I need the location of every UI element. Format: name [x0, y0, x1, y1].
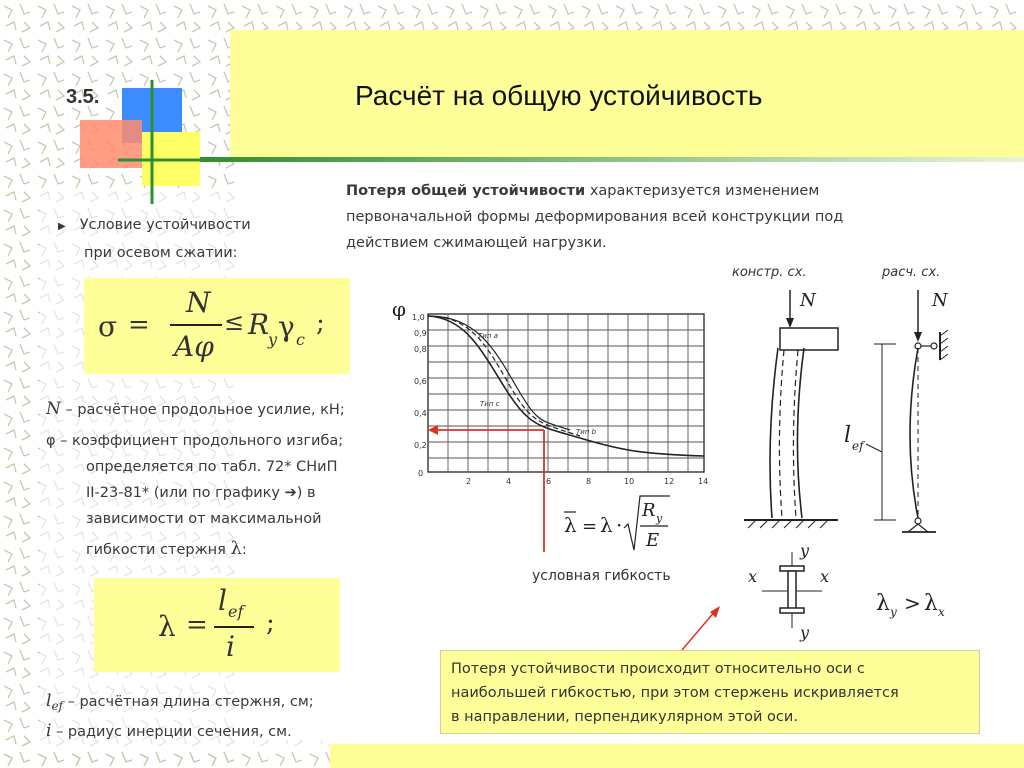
column-edge-right [797, 348, 804, 518]
formula2-num-l: l [218, 584, 227, 617]
phi-line4: зависимости от максимальной [86, 511, 322, 527]
definition-i [46, 718, 366, 745]
title-underline [200, 156, 1024, 164]
intro-line1: характеризуется изменением [585, 183, 820, 199]
i-section-web [788, 571, 796, 611]
formula1-sigma: σ [98, 310, 118, 343]
phi-line5: гибкости стержня [86, 542, 231, 558]
formula-slenderness [94, 578, 340, 672]
graph-axis-phi: φ [392, 297, 407, 321]
calc-scheme-label: расч. сх. [882, 265, 941, 280]
formula2-lambda: λ [158, 610, 176, 643]
intro-paragraph [346, 178, 966, 256]
axis-x-left-label: x [748, 567, 758, 586]
formula3-eq: = [582, 516, 598, 537]
lef-label: l [844, 423, 852, 448]
formula3-R: R [642, 500, 656, 521]
bottom-hinge [915, 518, 921, 524]
note-line1: Потеря устойчивости происходит относительно оси с [451, 661, 865, 677]
note-line2: наибольшей гибкостью, при этом стержень искривляется [451, 685, 899, 701]
definition-phi [46, 428, 346, 563]
axis-y-bottom-label: y [800, 623, 810, 642]
formula3-lambda-bar: λ [564, 513, 577, 537]
intro-line3: действием сжимающей нагрузки. [346, 235, 607, 251]
load-N-constr: N [800, 290, 816, 311]
formula3-dot: · [616, 513, 623, 537]
phi-line5-end: : [241, 542, 247, 558]
note-box [440, 650, 980, 734]
formula2-num-sub: ef [228, 602, 244, 621]
curve-label: Тип b [576, 428, 597, 436]
y-tick: 0,9 [414, 329, 427, 338]
bottom-band [330, 744, 1024, 768]
formula1-gamma-sub: c [296, 330, 305, 349]
bullet-arrow-icon: ▶ [58, 221, 66, 232]
curve-label: Тип c [480, 400, 500, 408]
formula1-numerator: N [186, 286, 211, 319]
curve-type-b [428, 316, 704, 456]
formula2-denominator: i [226, 630, 235, 663]
page-title: Расчёт на общую устойчивость [355, 80, 763, 111]
lef-description: – расчётная длина стержня, см; [62, 694, 314, 710]
ground-hatch-constr [748, 520, 828, 528]
x-tick: 12 [664, 477, 675, 486]
bullet-line2: при осевом сжатии: [84, 245, 238, 261]
i-symbol: i [46, 721, 52, 741]
lef-symbol: l [46, 691, 52, 711]
ineq-lambda-x: λ [924, 591, 938, 616]
curve-type-c [428, 316, 580, 436]
phi-line2: определяется по табл. 72* СНиП [86, 459, 338, 475]
N-symbol: N [46, 399, 61, 419]
phi-line1: φ – коэффициент продольного изгиба; [46, 433, 344, 449]
ineq-sub-y: y [890, 605, 897, 619]
formula1-semicolon: ; [316, 308, 325, 338]
N-description: – расчётное продольное усилие, кН; [60, 402, 345, 418]
formula2-eq: = [186, 610, 208, 640]
formula3-R-sub: y [656, 512, 663, 525]
phi-line3: II-23-81* (или по графику [86, 485, 285, 501]
formula1-R-sub: y [268, 330, 278, 349]
column-dash-left [779, 350, 784, 518]
x-tick: 14 [698, 477, 709, 486]
graph-x-ticks [466, 477, 708, 486]
bullet-stability-condition [58, 212, 318, 266]
graph-reading-arrows [428, 425, 544, 552]
intro-line2: первоначальной формы деформирования всей конструкции под [346, 209, 844, 225]
ineq-gt: > [904, 591, 921, 615]
x-tick: 2 [466, 477, 472, 486]
formula1-gamma: γ [278, 310, 295, 343]
load-arrowhead-constr [786, 318, 794, 328]
arrow-right-icon: ➔ [284, 485, 297, 501]
formula1-denominator: Aφ [174, 330, 214, 363]
i-description: – радиус инерции сечения, см. [51, 724, 292, 740]
load-N-calc: N [932, 290, 948, 311]
y-tick: 0,2 [414, 441, 427, 450]
ineq-sub-x: x [938, 605, 945, 619]
buckling-coefficient-graph [380, 288, 720, 588]
x-tick: 8 [586, 477, 592, 486]
definition-N [46, 396, 346, 423]
formula2-semicolon: ; [266, 608, 275, 638]
formula2-fraction-bar [214, 626, 254, 628]
formula3-lambda: λ [600, 513, 613, 537]
i-section-bottom-flange [780, 608, 804, 613]
column-cap [780, 328, 838, 350]
axis-y-top-label: y [800, 541, 810, 560]
section-number: 3.5. [66, 86, 100, 108]
ineq-lambda-y: λ [876, 591, 890, 616]
note-line3: в направлении, перпендикулярном этой оси. [451, 709, 798, 725]
phi-line3-end: ) в [296, 485, 316, 501]
y-tick: 1,0 [412, 313, 425, 322]
curve-type-a [428, 316, 570, 430]
curve-label: Тип a [478, 332, 498, 340]
y-tick: 0,4 [414, 409, 427, 418]
phi-line5-lambda: λ [230, 538, 242, 559]
formula1-eq: = [128, 310, 150, 340]
intro-bold: Потеря общей устойчивости [346, 183, 586, 199]
x-tick: 10 [624, 477, 635, 486]
graph-y-ticks [412, 313, 427, 478]
y-tick: 0,8 [414, 345, 427, 354]
axis-x-right-label: x [820, 567, 830, 586]
y-tick: 0,6 [414, 377, 427, 386]
formula3-E: E [646, 530, 660, 551]
calc-column-deflected [910, 348, 918, 518]
graph-frame [428, 314, 704, 472]
y-tick: 0 [418, 469, 424, 478]
formula1-R: R [248, 308, 270, 341]
load-arrowhead-calc [914, 332, 922, 342]
x-tick: 4 [506, 477, 512, 486]
constr-scheme-label: констр. сх. [732, 265, 807, 280]
lef-subscript: ef [51, 698, 63, 713]
definition-lef [46, 688, 366, 719]
graph-caption: условная гибкость [532, 568, 671, 584]
bullet-line1: Условие устойчивости [79, 217, 251, 233]
formula-stability [84, 278, 350, 374]
x-tick: 6 [546, 477, 552, 486]
color-squares-decoration [80, 80, 220, 210]
column-edge-left [770, 348, 778, 518]
lef-label-sub: ef [852, 439, 864, 453]
formula1-le: ≤ [224, 308, 245, 336]
formula1-fraction-bar [170, 324, 222, 326]
column-schemes [726, 256, 1022, 652]
graph-grid [428, 314, 704, 472]
